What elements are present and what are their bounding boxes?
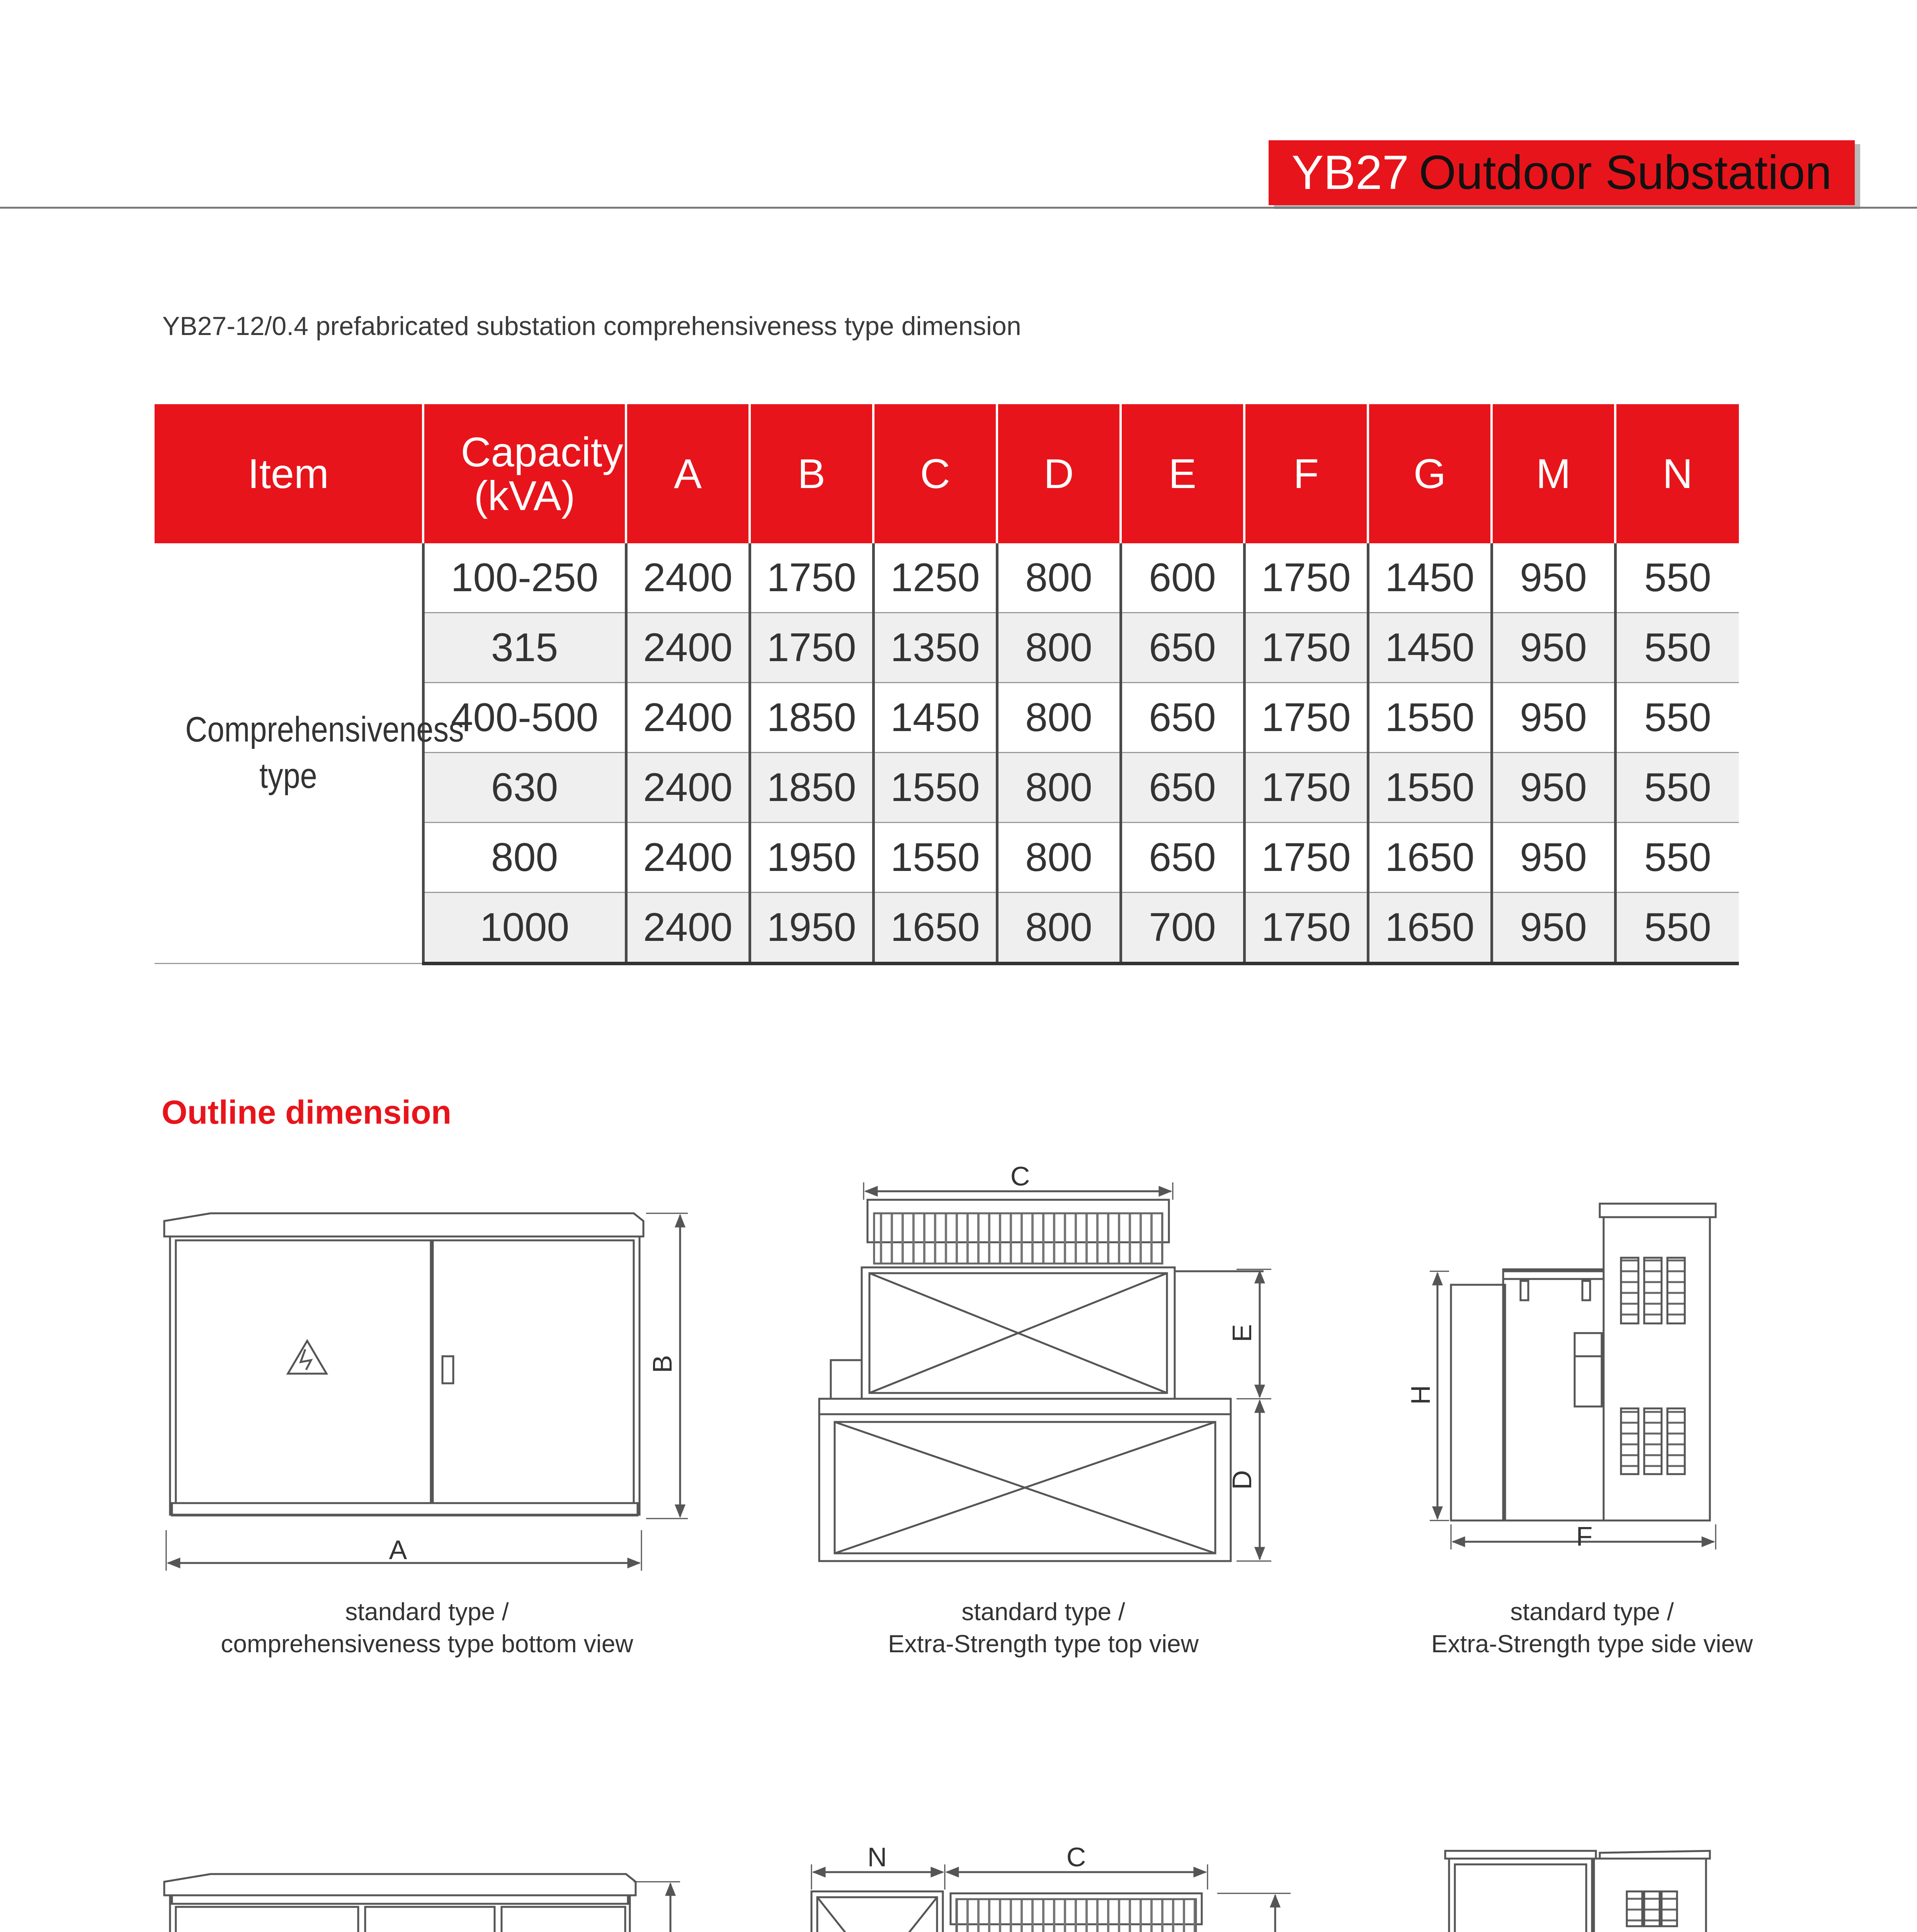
drawing-front-view [164,1874,680,1932]
hv-cabinet [1449,1859,1592,1932]
table-cell: 1750 [1244,893,1368,964]
table-cell: 1750 [1244,823,1368,893]
table-cell: 700 [1121,893,1244,964]
table-cell: 1750 [1244,613,1368,683]
table-cell: 550 [1615,543,1739,613]
label-h: H [1405,1385,1436,1405]
table-cell: 650 [1121,613,1244,683]
table-cell: 650 [1121,683,1244,753]
table-cell: 1750 [1244,543,1368,613]
label-c: C [1066,1842,1086,1872]
table-cell: 800 [997,753,1121,823]
caption-line: standard type / [345,1598,509,1626]
col-header-item: Item [155,404,423,543]
table-cell: 1650 [1368,823,1492,893]
table-cell: 1750 [750,543,873,613]
table-cell: 950 [1492,893,1615,964]
table-cell: 1550 [1368,753,1492,823]
table-cell: 950 [1492,613,1615,683]
table-cell: 1000 [423,893,626,964]
caption-side-view [1341,1596,1843,1660]
caption-top-view [773,1596,1314,1660]
table-cell: 400-500 [423,683,626,753]
caption-line: comprehensiveness type bottom view [221,1630,633,1658]
table-cell: 1650 [873,893,997,964]
label-n: N [867,1842,887,1872]
table-cell: 800 [997,613,1121,683]
caption-bottom-view [147,1596,707,1660]
table-cell: 1650 [1368,893,1492,964]
table-cell: 550 [1615,753,1739,823]
table-cell: 800 [997,683,1121,753]
label-b: B [647,1355,677,1373]
title-text: Outdoor Substation [1419,146,1832,199]
table-cell: 950 [1492,683,1615,753]
table-cell: 800 [423,823,626,893]
table-cell: 800 [997,893,1121,964]
table-cell: 2400 [626,823,750,893]
table-cell: 800 [997,823,1121,893]
table-cell: 1850 [750,753,873,823]
drawing-side-view [1430,1204,1716,1549]
label-a: A [389,1535,407,1565]
col-header-e: E [1121,404,1244,543]
label-f: F [1576,1521,1593,1551]
table-cell: 800 [997,543,1121,613]
col-header-g: G [1368,404,1492,543]
table-cell: 1750 [1244,683,1368,753]
table-cell: 1750 [1244,753,1368,823]
table-cell: 1550 [1368,683,1492,753]
table-cell: 1450 [1368,613,1492,683]
table-cell: 950 [1492,823,1615,893]
table-cell: 650 [1121,753,1244,823]
table-cell: 550 [1615,823,1739,893]
table-cell: 1350 [873,613,997,683]
caption-line: Extra-Strength type top view [888,1630,1199,1658]
col-header-m: M [1492,404,1615,543]
table-cell: 1950 [750,893,873,964]
roof-outline [164,1213,643,1236]
table-cell: 100-250 [423,543,626,613]
table-cell: 1250 [873,543,997,613]
item-label: Comprehensiveness type [185,710,464,796]
caption-line: standard type / [961,1598,1125,1626]
col-header-d: D [997,404,1121,543]
col-header-b: B [750,404,873,543]
table-cell: 2400 [626,753,750,823]
table-cell: 2400 [626,893,750,964]
vent-grille [874,1213,1162,1264]
vent-grille [956,1899,1196,1932]
table-cell: 2400 [626,683,750,753]
table-cell: 950 [1492,753,1615,823]
door-handle [442,1356,453,1383]
label-d: D [1227,1470,1257,1490]
table-cell: 1550 [873,823,997,893]
label-e: E [1227,1324,1257,1342]
table-cell: 2400 [626,543,750,613]
table-cell: 950 [1492,543,1615,613]
col-header-c: C [873,404,997,543]
drawing-top-view [819,1182,1271,1561]
table-cell: 1850 [750,683,873,753]
drawing-bottom-view [164,1213,688,1571]
table-cell: 630 [423,753,626,823]
section-title: Outline dimension [162,1094,452,1131]
table-cell: 315 [423,613,626,683]
drawing-comp-side-view [1445,1851,1710,1932]
table-cell: 1750 [750,613,873,683]
table-cell: 550 [1615,683,1739,753]
cabinet-body [170,1895,630,1932]
table-cell: 550 [1615,893,1739,964]
roof-outline [164,1874,636,1895]
drawing-comp-top-view [811,1864,1291,1932]
table-cell: 550 [1615,613,1739,683]
table-cell: 1450 [873,683,997,753]
table-cell: 600 [1121,543,1244,613]
table-subtitle: YB27-12/0.4 prefabricated substation comprehensiveness type dimension [162,311,1021,341]
table-cell: 2400 [626,613,750,683]
capacity-header-text: Capacity (kVA) [461,428,623,519]
table-cell: 650 [1121,823,1244,893]
table-cell: 1450 [1368,543,1492,613]
col-header-a: A [626,404,750,543]
table-cell: 1550 [873,753,997,823]
label-c: C [1010,1161,1030,1191]
caption-line: standard type / [1510,1598,1674,1626]
caption-line: Extra-Strength type side view [1431,1630,1753,1658]
title-model: YB27 [1291,146,1409,199]
col-header-f: F [1244,404,1368,543]
table-cell: 1950 [750,823,873,893]
cabinet-body [170,1236,640,1515]
col-header-n: N [1615,404,1739,543]
